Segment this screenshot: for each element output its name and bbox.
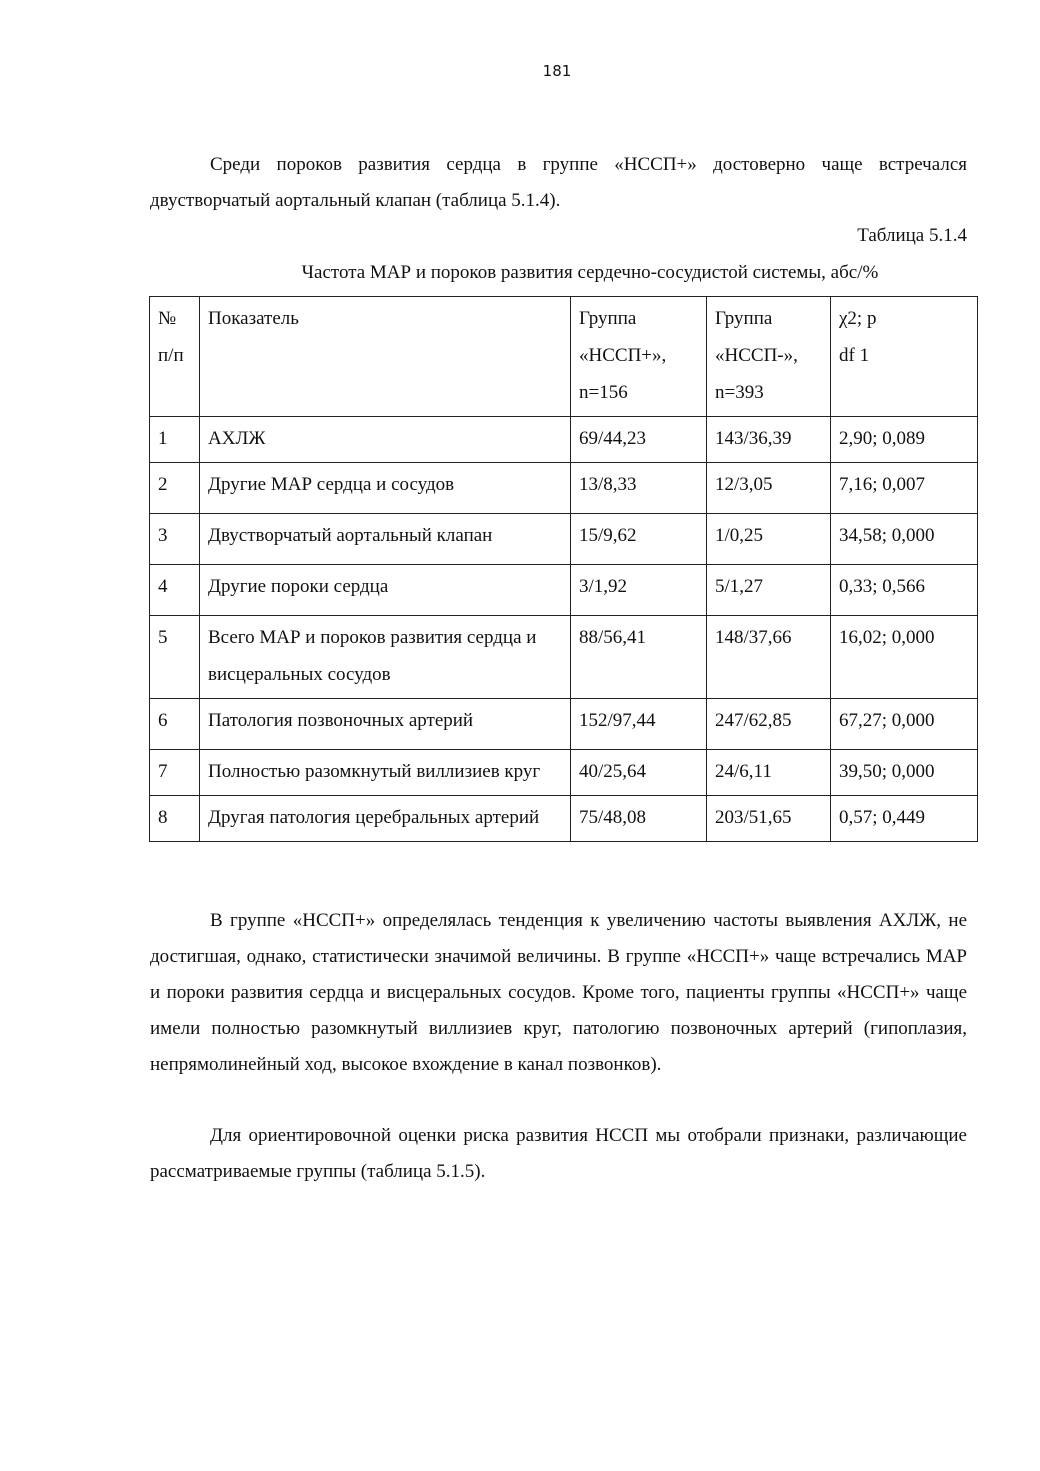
table-row: 1 АХЛЖ 69/44,23 143/36,39 2,90; 0,089 (150, 417, 978, 463)
header-group-minus: Группа «НССП-», n=393 (707, 297, 831, 417)
table-title: Частота МАР и пороков развития сердечно-сосудистой системы, абс/% (301, 262, 879, 283)
header-group-plus: Группа «НССП+», n=156 (571, 297, 707, 417)
table-row: 6 Патология позвоночных артерий 152/97,44 247/62,85 67,27; 0,000 (150, 699, 978, 750)
table-row: 2 Другие МАР сердца и сосудов 13/8,33 12/3,05 7,16; 0,007 (150, 463, 978, 514)
table-row: 8 Другая патология церебральных артерий 75/48,08 203/51,65 0,57; 0,449 (150, 796, 978, 842)
header-num: № п/п (150, 297, 200, 417)
page-number: 181 (542, 62, 572, 80)
body-paragraph: В группе «НССП+» определялась тенденция к увеличению частоты выявления АХЛЖ, не достигшая, однако, статистически значимой величины. В группе «НССП+» чаще встречались МАР и пороки развития сердца и висцеральных сосудов. Кроме того, пациенты группы «НССП+» чаще имели полностью разомкнутый виллизиев круг, патологию позвоночных артерий (гипоплазия, непрямолинейный ход, высокое вхождение в канал позвонков). (150, 910, 967, 1075)
table-row: 4 Другие пороки сердца 3/1,92 5/1,27 0,33; 0,566 (150, 565, 978, 616)
intro-paragraph: Среди пороков развития сердца в группе «НССП+» достоверно чаще встречался двустворчатый аортальный клапан (таблица 5.1.4). (150, 154, 967, 211)
table-row: 3 Двустворчатый аортальный клапан 15/9,62 1/0,25 34,58; 0,000 (150, 514, 978, 565)
body-paragraph: Для ориентировочной оценки риска развития НССП мы отобрали признаки, различающие рассматриваемые группы (таблица 5.1.5). (150, 1125, 967, 1182)
data-table (149, 296, 978, 842)
table-row: 7 Полностью разомкнутый виллизиев круг 40/25,64 24/6,11 39,50; 0,000 (150, 750, 978, 796)
header-stats: χ2; p df 1 (831, 297, 978, 417)
header-indicator: Показатель (200, 297, 571, 417)
table-header-row (150, 297, 978, 417)
table-row: 5 Всего МАР и пороков развития сердца и висцеральных сосудов 88/56,41 148/37,66 16,02; 0,000 (150, 616, 978, 699)
table-number-label: Таблица 5.1.4 (857, 225, 967, 246)
